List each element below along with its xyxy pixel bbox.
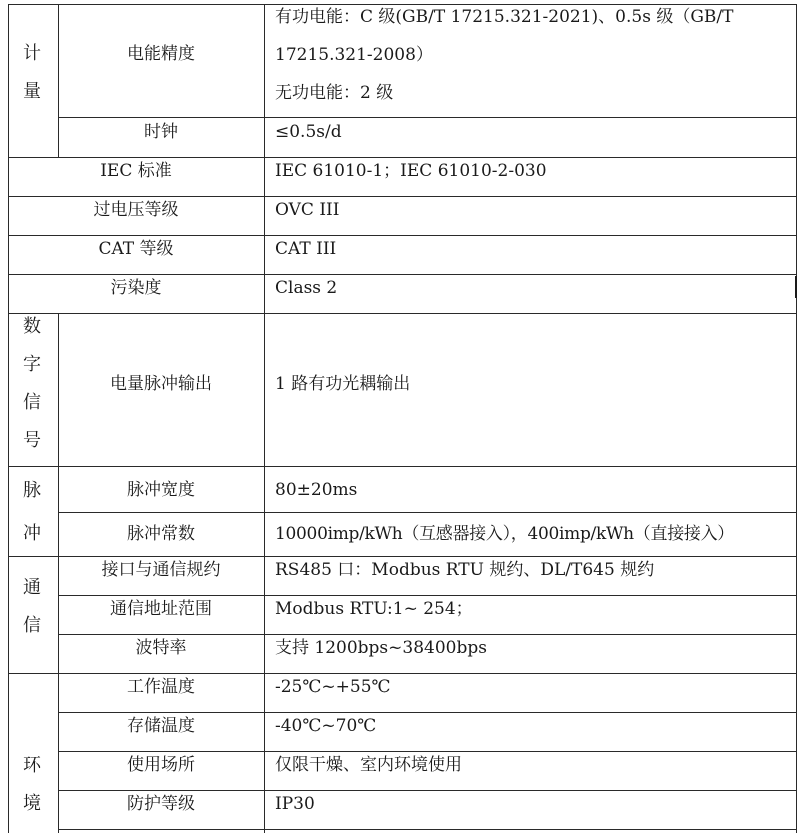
group-label-metering-2: 量 [23,81,41,102]
param-value: OVC III [275,200,340,220]
param-value: CAT III [275,239,337,259]
param-value: RS485 口：Modbus RTU 规约、DL/T645 规约 [275,560,655,580]
text-cursor [795,276,797,298]
param-label: IEC 标准 [100,161,172,181]
table-border [796,4,797,833]
param-label: 脉冲宽度 [127,480,195,500]
group-label-env-1: 环 [23,755,41,776]
param-value: 有功电能：C 级(GB/T 17215.321-2021)、0.5s 级（GB/T [275,7,734,27]
param-value: 80±20ms [275,480,358,500]
column-divider [264,4,265,833]
row-divider [58,595,796,596]
row-divider [58,634,796,635]
row-divider [8,235,796,236]
group-label-comm-2: 信 [23,615,41,636]
param-value: Modbus RTU:1~ 254； [275,599,473,619]
group-label-digital-2: 字 [23,354,41,375]
row-divider [8,313,796,314]
param-value: IP30 [275,794,315,814]
row-divider [8,673,796,674]
param-value: 10000imp/kWh（互感器接入），400imp/kWh（直接接入） [275,524,735,544]
group-label-env-2: 境 [23,793,41,814]
param-label: 工作温度 [127,677,195,697]
param-value: ≤0.5s/d [275,122,342,142]
row-divider [8,157,796,158]
group-label-digital-4: 号 [23,430,41,451]
param-label: 电量脉冲输出 [110,374,212,394]
param-label: 过电压等级 [93,200,179,220]
row-divider [8,274,796,275]
group-label-metering-1: 计 [23,43,41,64]
param-label: 脉冲常数 [127,524,195,544]
param-label: 时钟 [144,122,178,142]
row-divider [8,196,796,197]
row-divider [58,512,796,513]
param-label: 使用场所 [127,755,195,775]
param-value: IEC 61010-1；IEC 61010-2-030 [275,161,547,181]
table-border [8,4,9,833]
row-divider [58,751,796,752]
param-value: Class 2 [275,278,338,298]
param-value: -40℃~70℃ [275,716,377,736]
param-value: -25℃~+55℃ [275,677,391,697]
param-value: 无功电能：2 级 [275,83,394,103]
group-label-pulse-1: 脉 [23,480,41,501]
param-label: 电能精度 [127,44,195,64]
param-label: CAT 等级 [98,239,174,259]
row-divider [58,829,796,830]
param-value: 支持 1200bps~38400bps [275,638,487,658]
row-divider [58,117,796,118]
row-divider [58,790,796,791]
param-label: 通信地址范围 [110,599,212,619]
table-border [8,4,796,5]
row-divider [8,466,796,467]
row-divider [8,556,796,557]
param-value: 17215.321-2008） [275,45,433,65]
param-label: 存储温度 [127,716,195,736]
group-label-digital-1: 数 [23,316,41,337]
param-value: 仅限干燥、室内环境使用 [275,755,462,775]
group-label-pulse-2: 冲 [23,523,41,544]
param-label: 波特率 [135,638,187,658]
group-label-comm-1: 通 [23,577,41,598]
group-label-digital-3: 信 [23,392,41,413]
param-label: 污染度 [110,278,162,298]
param-value: 1 路有功光耦输出 [275,374,411,394]
param-label: 防护等级 [127,794,195,814]
param-label: 接口与通信规约 [101,560,221,580]
row-divider [58,712,796,713]
